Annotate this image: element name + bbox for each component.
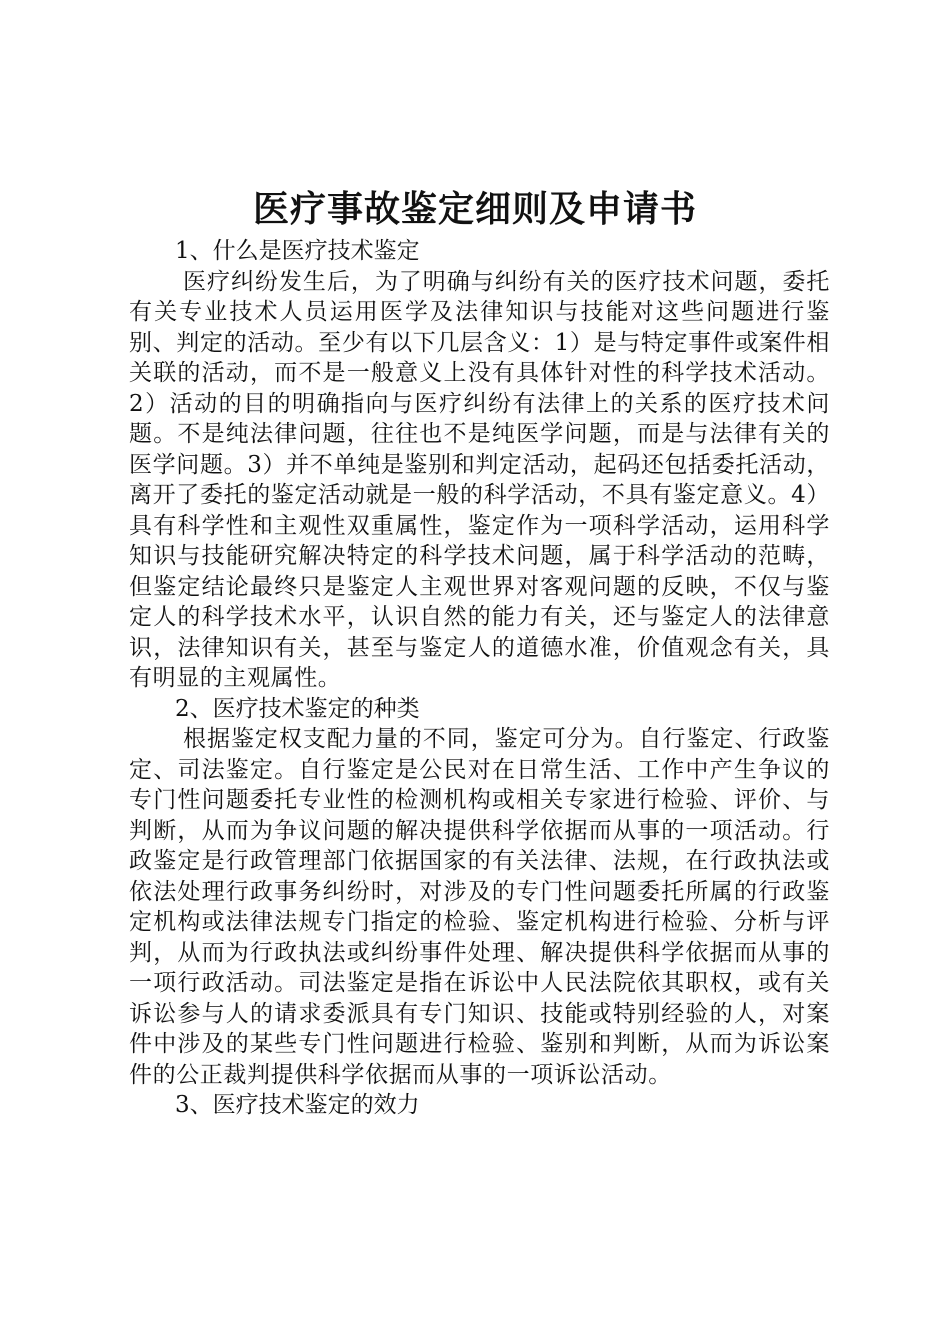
section-heading-3: 3、医疗技术鉴定的效力 [175,1092,420,1118]
document-body [129,236,830,1121]
section-paragraph-2: 根据鉴定权支配力量的不同，鉴定可分为。自行鉴定、行政鉴定、司法鉴定。自行鉴定是公民对在日常生活、工作中产生争议的专门性问题委托专业性的检测机构或相关专家进行检验、评价、与判断，从而为争议问题的解决提供科学依据而从事的一项活动。行政鉴定是行政管理部门依据国家的有关法律、法规，在行政执法或依法处理行政事务纠纷时，对涉及的专门性问题委托所属的行政鉴定机构或法律法规专门指定的检验、鉴定机构进行检验、分析与评判，从而为行政执法或纠纷事件处理、解决提供科学依据而从事的一项行政活动。司法鉴定是指在诉讼中人民法院依其职权，或有关诉讼参与人的请求委派具有专门知识、技能或特别经验的人，对案件中涉及的某些专门性问题进行检验、鉴别和判断，从而为诉讼案件的公正裁判提供科学依据而从事的一项诉讼活动。 [129,726,830,1088]
section-paragraph-1: 医疗纠纷发生后，为了明确与纠纷有关的医疗技术问题，委托有关专业技术人员运用医学及法律知识与技能对这些问题进行鉴别、判定的活动。至少有以下几层含义：1）是与特定事件或案件相关联的活动，而不是一般意义上没有具体针对性的科学技术活动。2）活动的目的明确指向与医疗纠纷有法律上的关系的医疗技术问题。不是纯法律问题，往往也不是纯医学问题，而是与法律有关的医学问题。3）并不单纯是鉴别和判定活动，起码还包括委托活动，离开了委托的鉴定活动就是一般的科学活动，不具有鉴定意义。4）具有科学性和主观性双重属性，鉴定作为一项科学活动，运用科学知识与技能研究解决特定的科学技术问题，属于科学活动的范畴，但鉴定结论最终只是鉴定人主观世界对客观问题的反映，不仅与鉴定人的科学技术水平，认识自然的能力有关，还与鉴定人的法律意识，法律知识有关，甚至与鉴定人的道德水准，价值观念有关，具有明显的主观属性。 [129,268,830,691]
document-title: 医疗事故鉴定细则及申请书 [252,189,697,230]
section-heading-2: 2、医疗技术鉴定的种类 [175,695,420,722]
section-heading-1: 1、什么是医疗技术鉴定 [175,238,420,264]
